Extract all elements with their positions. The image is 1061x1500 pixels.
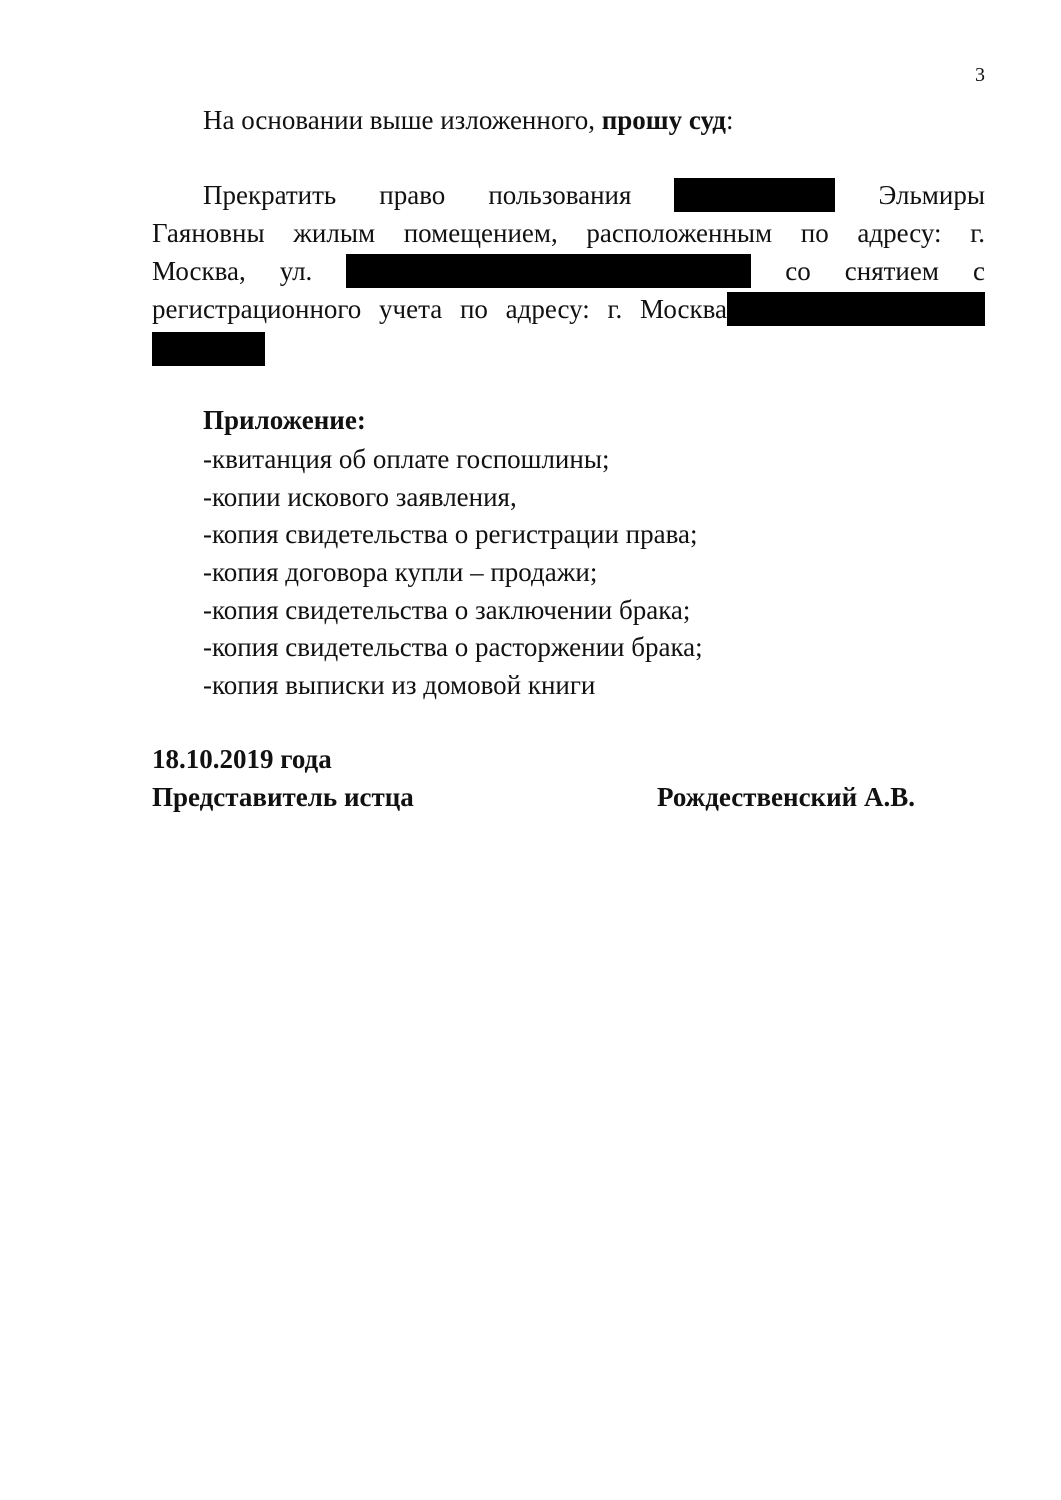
word: Гаяновны	[152, 218, 265, 248]
redaction-block	[152, 332, 265, 366]
word: жилым	[293, 218, 376, 248]
list-item: -копия выписки из домовой книги	[203, 670, 596, 700]
attachments-title: Приложение:	[203, 405, 366, 435]
intro-bold: прошу суд	[601, 105, 726, 135]
list-item: -копия договора купли – продажи;	[203, 557, 598, 587]
redaction-block	[346, 254, 751, 288]
page-number: 3	[975, 64, 985, 86]
word: помещением,	[403, 218, 558, 248]
word: Эльмиры	[878, 180, 985, 210]
request-line-5	[152, 327, 985, 365]
word: г.	[970, 218, 985, 248]
word: с	[972, 256, 985, 286]
word: Прекратить	[203, 180, 337, 210]
request-line-2	[152, 214, 985, 252]
representative-role: Представитель истца	[152, 782, 414, 812]
list-item: -копии искового заявления,	[203, 482, 517, 512]
word: учета	[379, 294, 443, 324]
redaction-block	[727, 292, 985, 326]
word: снятием	[844, 256, 939, 286]
date-line: 18.10.2019 года	[152, 744, 332, 774]
list-item: -копия свидетельства о регистрации права;	[203, 519, 698, 549]
word: по	[800, 218, 829, 248]
word: регистрационного	[152, 294, 362, 324]
word: Москва	[639, 294, 727, 324]
intro-colon: :	[725, 105, 734, 135]
word: пользования	[488, 180, 632, 210]
word: со	[785, 256, 811, 286]
word: адресу:	[505, 294, 590, 324]
word: Москва,	[152, 256, 246, 286]
word: право	[379, 180, 446, 210]
word: по	[459, 294, 488, 324]
redaction-block	[674, 178, 835, 212]
intro-line	[203, 101, 985, 139]
word: адресу:	[857, 218, 942, 248]
request-line-3	[152, 252, 985, 290]
representative-name: Рождественский А.В.	[657, 782, 915, 812]
request-line-1	[203, 176, 985, 214]
word: ул.	[279, 256, 313, 286]
word: расположенным	[586, 218, 773, 248]
word: г.	[607, 294, 623, 324]
word-group	[640, 290, 985, 328]
request-line-4	[152, 290, 985, 328]
list-item: -копия свидетельства о расторжении брака;	[203, 632, 703, 662]
intro-text: На основании выше изложенного,	[203, 105, 602, 135]
list-item: -копия свидетельства о заключении брака;	[203, 595, 691, 625]
list-item: -квитанция об оплате госпошлины;	[203, 444, 610, 474]
